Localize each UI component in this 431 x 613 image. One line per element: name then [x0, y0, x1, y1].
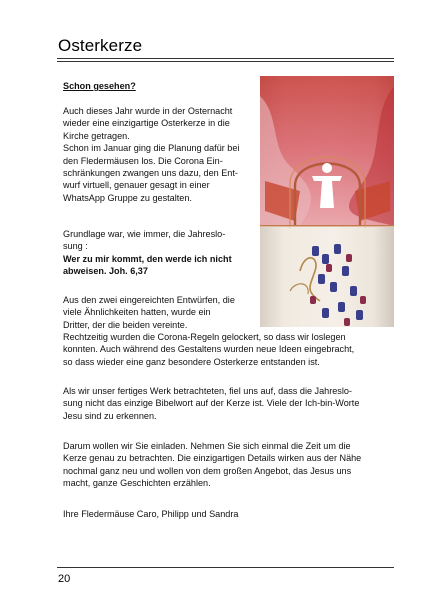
page-number: 20 [58, 573, 71, 585]
page-title: Osterkerze [58, 36, 143, 55]
text-line: so dass wieder eine ganz besondere Osterkerze entstanden ist. [63, 356, 320, 367]
text-line: Aus den zwei eingereichten Entwürfen, die [63, 295, 235, 305]
signature: Ihre Fledermäuse Caro, Philipp und Sandra [63, 509, 239, 519]
text-line: Als wir unser fertiges Werk betrachteten, fiel uns auf, dass die Jahreslo- [63, 386, 352, 396]
text-line: Darum wollen wir Sie einladen. Nehmen Sie sich einmal die Zeit um die [63, 441, 351, 451]
text-line: den Fledermäusen los. Die Corona Ein- [63, 155, 223, 166]
text-line: Schon im Januar ging die Planung dafür bei [63, 143, 240, 154]
footer-rule [57, 567, 394, 568]
text-line: Kirche getragen. [63, 130, 130, 141]
paragraph-drafts-continued [63, 331, 354, 368]
paragraph-invitation [63, 440, 361, 490]
text-line: wurf virtuell, genauer gesagt in einer [63, 180, 210, 191]
quote-line: abweisen. Joh. 6,37 [63, 266, 148, 277]
title-rule [57, 58, 394, 62]
text-line: Grundlage war, wie immer, die Jahreslo- [63, 229, 226, 239]
paragraph-intro [63, 105, 239, 204]
quote-line: Wer zu mir kommt, den werde ich nicht [63, 253, 232, 264]
text-line: wieder eine einzigartige Osterkerze in die [63, 118, 230, 129]
text-line: viele Ähnlichkeiten hatten, wurde ein [63, 307, 211, 318]
text-line: konnten. Auch während des Gestaltens wurden neue Ideen eingebracht, [63, 344, 355, 355]
text-line: Jesu sind zu erkennen. [63, 410, 157, 421]
text-line: sung nicht das einzige Bibelwort auf der Kerze ist. Viele der Ich-bin-Worte [63, 398, 360, 409]
easter-candle-photo [260, 76, 394, 327]
text-line: WhatsApp Gruppe zu gestalten. [63, 192, 192, 203]
text-line: Rechtzeitig wurden die Corona-Regeln gelockert, so dass wir loslegen [63, 332, 346, 342]
text-line: schränkungen zwangen uns dazu, den Ent- [63, 168, 238, 179]
text-line: macht, ganze Geschichten erzählen. [63, 478, 211, 489]
text-line: nochmal ganz neu und wollen von dem großen Angebot, das Jesus uns [63, 465, 352, 476]
text-line: Auch dieses Jahr wurde in der Osternacht [63, 106, 233, 116]
text-line: sung : [63, 241, 88, 252]
paragraph-drafts [63, 294, 235, 331]
paragraph-motto [63, 228, 232, 278]
text-line: Dritter, der die beiden vereinte. [63, 319, 188, 330]
text-line: Kerze genau zu betrachten. Die einzigartigen Details wirken aus der Nähe [63, 453, 362, 464]
paragraph-bible-words [63, 385, 359, 422]
article-heading: Schon gesehen? [63, 81, 136, 91]
